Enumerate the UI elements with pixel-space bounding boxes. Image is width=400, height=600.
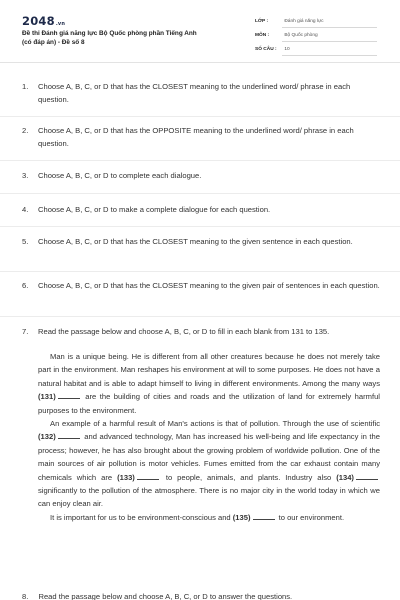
- divider: [0, 316, 400, 317]
- fill-blank: [137, 472, 159, 480]
- passage-text: and advanced technology, Man has increased his well-being and life expectancy in the process; however, he has also brought about the growing problem of worldwide pollution. One of the main sources of air pollution is motor vehicles. Fumes emitted from the car exhaust contain many chemicals which are: [38, 432, 380, 482]
- exam-title-line1: Đề thi Đánh giá năng lực Bộ Quốc phòng phần Tiếng Anh: [22, 30, 197, 37]
- meta-count-key: SỐ CÂU :: [255, 47, 277, 52]
- blank-number: (135): [232, 512, 251, 522]
- reading-passage: [38, 350, 380, 524]
- document-header: [0, 0, 400, 63]
- question-item-cut-off: [22, 590, 382, 600]
- fill-blank: [356, 472, 378, 480]
- meta-subject-key: MÔN :: [255, 33, 270, 38]
- meta-subject-value: Bộ Quốc phòng: [284, 33, 318, 38]
- question-text: Choose A, B, C, or D that has the CLOSEST meaning to the underlined word/ phrase in each question.: [38, 82, 351, 105]
- meta-class-row: [255, 19, 324, 24]
- meta-count-value: 10: [284, 47, 290, 52]
- question-number: 6.: [22, 281, 29, 290]
- fill-blank: [253, 512, 275, 520]
- passage-paragraph: [38, 511, 380, 524]
- passage-text: to our environment.: [278, 512, 345, 522]
- blank-number: (134): [336, 472, 354, 482]
- question-item: [22, 235, 382, 248]
- passage-paragraph: [38, 417, 380, 511]
- passage-text: significantly to the pollution of the atmosphere. There is no major city in the world today in which we can enjoy clean air.: [38, 486, 380, 509]
- question-item: [22, 80, 382, 107]
- meta-divider: [282, 55, 377, 56]
- blank-number: (131): [38, 392, 56, 402]
- divider: [0, 160, 400, 161]
- question-text: Choose A, B, C, or D that has the CLOSEST meaning to the given pair of sentences in each question.: [38, 281, 380, 290]
- passage-paragraph: [38, 350, 380, 417]
- question-number: 7.: [22, 327, 29, 336]
- meta-divider: [282, 41, 377, 42]
- passage-text: An example of a harmful result of Man's actions is that of pollution. Through the use of scientific: [50, 419, 380, 429]
- divider: [0, 116, 400, 117]
- fill-blank: [58, 391, 80, 399]
- question-text: Choose A, B, C, or D that has the CLOSEST meaning to the given sentence in each question.: [38, 237, 353, 246]
- question-text: Choose A, B, C, or D to make a complete dialogue for each question.: [38, 205, 271, 214]
- question-text: Choose A, B, C, or D to complete each dialogue.: [38, 171, 202, 180]
- question-number: 1.: [22, 82, 29, 91]
- question-number: 5.: [22, 237, 29, 246]
- blank-number: (133): [117, 472, 135, 482]
- question-item: [22, 203, 382, 216]
- question-text: Read the passage below and choose A, B, C, or D to fill in each blank from 131 to 135.: [38, 327, 330, 336]
- question-item: [22, 169, 382, 182]
- blank-number: (132): [38, 432, 56, 442]
- exam-title-line2: (có đáp án) - Đề số 8: [22, 39, 85, 46]
- question-item: [22, 279, 382, 292]
- meta-count-row: [255, 47, 290, 52]
- meta-divider: [282, 27, 377, 28]
- divider: [0, 193, 400, 194]
- question-number: 4.: [22, 205, 29, 214]
- question-number: 8.: [22, 592, 29, 600]
- logo-sub: .vn: [55, 21, 66, 27]
- question-number: 2.: [22, 126, 29, 135]
- question-text: Read the passage below and choose A, B, C, or D to answer the questions.: [38, 592, 293, 600]
- divider: [0, 226, 400, 227]
- question-item: [22, 325, 382, 338]
- meta-subject-row: [255, 33, 318, 38]
- passage-text: to people, animals, and plants. Industry also: [165, 472, 332, 482]
- logo-main: 2048: [22, 14, 55, 28]
- passage-text: Man is a unique being. He is different from all other creatures because he does not merely take part in the environment. Man reshapes his environment at will to some purposes. He does not have a natural habitat and is able to adapt himself to living in different environments. Among the many ways: [38, 352, 380, 388]
- passage-text: are the building of cities and roads and the utilization of land for extremely harmful purposes to the environment.: [38, 392, 380, 415]
- divider: [0, 271, 400, 272]
- meta-class-value: Đánh giá năng lực: [284, 19, 324, 24]
- question-item: [22, 124, 382, 151]
- site-logo[interactable]: [22, 14, 65, 28]
- fill-blank: [58, 431, 80, 439]
- meta-class-key: LỚP :: [255, 19, 269, 24]
- question-text: Choose A, B, C, or D that has the OPPOSITE meaning to the underlined word/ phrase in each question.: [38, 126, 354, 149]
- passage-text: It is important for us to be environment-conscious and: [50, 512, 231, 522]
- question-number: 3.: [22, 171, 29, 180]
